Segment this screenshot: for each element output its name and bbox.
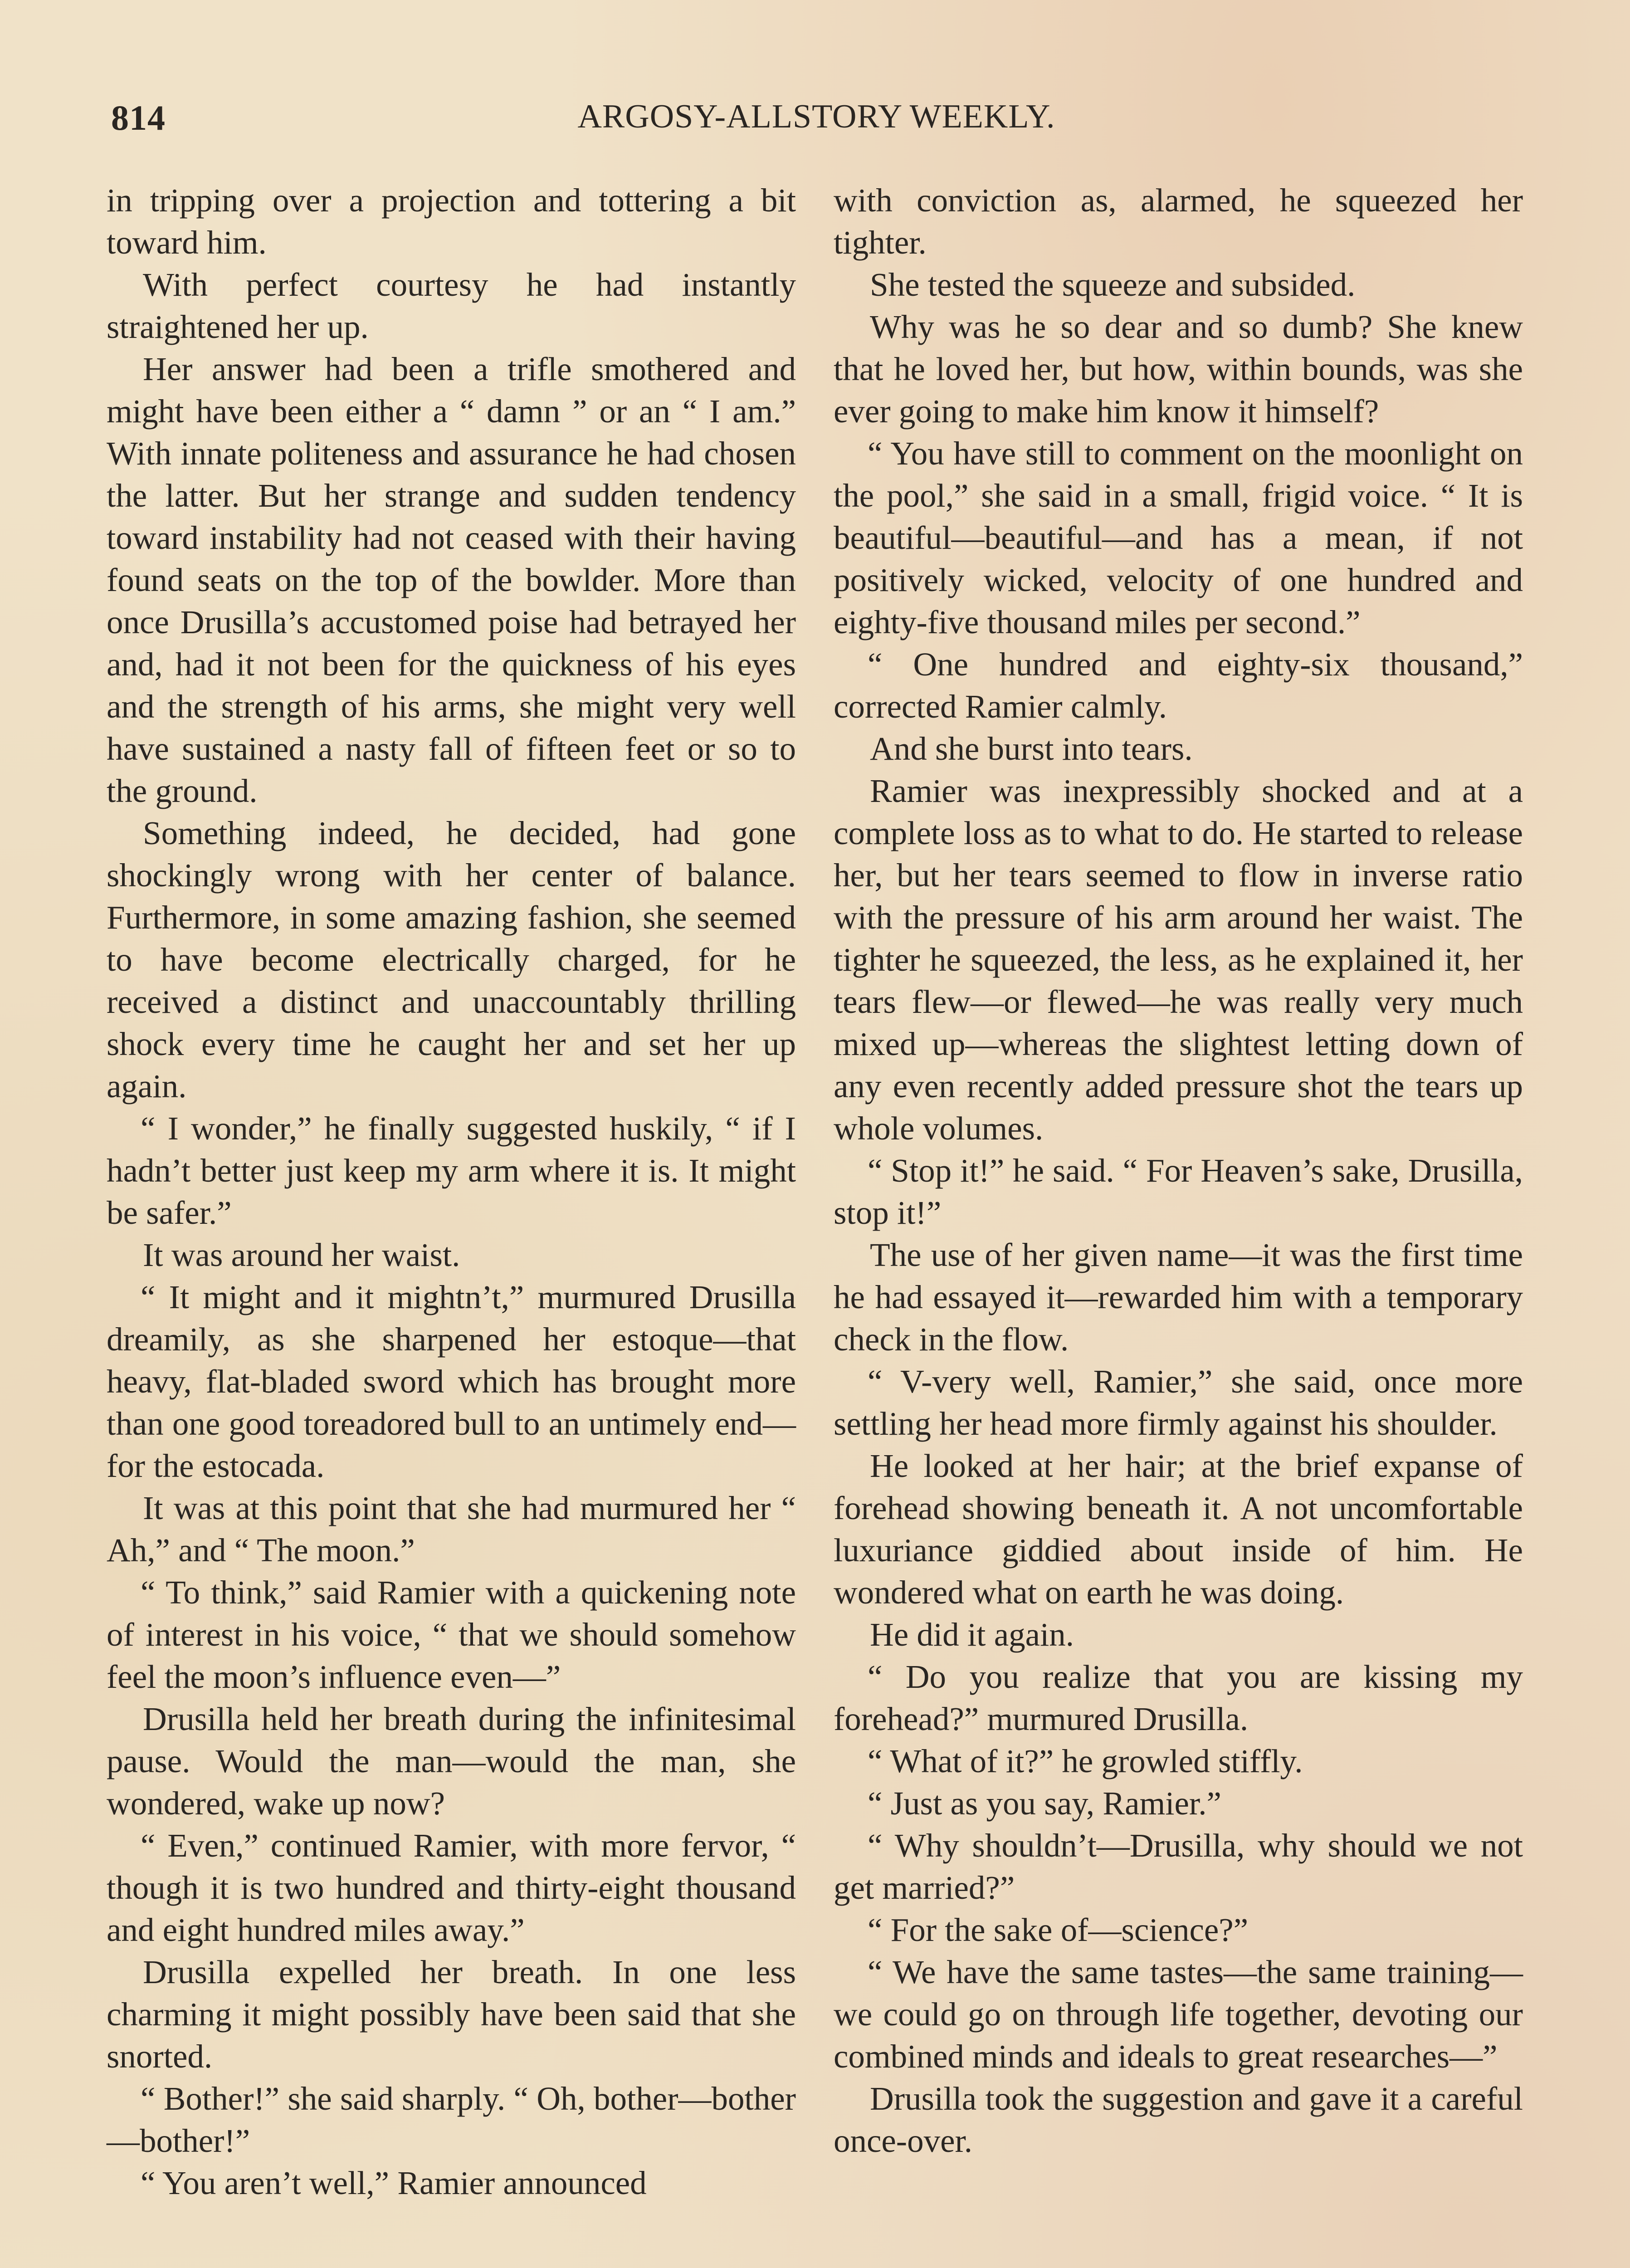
right-text-column — [834, 179, 1523, 2162]
paragraph: Drusilla took the suggestion and gave it a careful once-over. — [834, 2080, 1523, 2159]
paragraph: With perfect courtesy he had instantly straightened her up. — [107, 266, 796, 345]
paragraph: “ Why shouldn’t—Drusilla, why should we not get married?” — [834, 1827, 1523, 1906]
page-number: 814 — [111, 98, 166, 137]
paragraph: Something indeed, he decided, had gone shockingly wrong with her center of balance. Furthermore, in some amazing fashion, she seemed to have become electrically charged, for he received a distinct and unaccountably thrilling shock every time he caught her and set her up again. — [107, 815, 796, 1105]
paragraph: Ramier was inexpressibly shocked and at a complete loss as to what to do. He started to release her, but her tears seemed to flow in inverse ratio with the pressure of his arm around her waist. The tighter he squeezed, the less, as he explained it, her tears flew—or flewed—he was really very much mixed up—whereas the slightest letting down of any even recently added pressure shot the tears up whole volumes. — [834, 772, 1523, 1147]
paragraph: The use of her given name—it was the first time he had essayed it—rewarded him with a temporary check in the flow. — [834, 1237, 1523, 1358]
paragraph: “ To think,” said Ramier with a quickening note of interest in his voice, “ that we should somehow feel the moon’s influence even—” — [107, 1574, 796, 1695]
paragraph: “ One hundred and eighty-six thousand,” corrected Ramier calmly. — [834, 646, 1523, 725]
paragraph: It was at this point that she had murmured her “ Ah,” and “ The moon.” — [107, 1490, 796, 1569]
running-title: ARGOSY-ALLSTORY WEEKLY. — [577, 98, 1055, 135]
paragraph: “ Do you realize that you are kissing my forehead?” murmured Drusilla. — [834, 1658, 1523, 1737]
paragraph: It was around her waist. — [143, 1237, 460, 1273]
paragraph: Why was he so dear and so dumb? She knew that he loved her, but how, within bounds, was she ever going to make him know it himself? — [834, 308, 1523, 430]
paragraph: “ Even,” continued Ramier, with more fervor, “ though it is two hundred and thirty-eight thousand and eight hundred miles away.” — [107, 1827, 796, 1948]
paragraph: “ You aren’t well,” Ramier announced — [141, 2165, 647, 2201]
paragraph: Drusilla held her breath during the infinitesimal pause. Would the man—would the man, she wondered, wake up now? — [107, 1701, 796, 1822]
paragraph: She tested the squeeze and subsided. — [870, 266, 1356, 303]
paragraph: “ You have still to comment on the moonlight on the pool,” she said in a small, frigid voice. “ It is beautiful—beautiful—and has a mean, if not positively wicked, velocity of one hundred and eighty-five thousand miles per second.” — [834, 435, 1523, 640]
paragraph: “ Just as you say, Ramier.” — [868, 1785, 1221, 1822]
paragraph: “ It might and it mightn’t,” murmured Drusilla dreamily, as she sharpened her estoque—that heavy, flat-bladed sword which has brought more than one good toreadored bull to an untimely end—for the estocada. — [107, 1279, 796, 1484]
paragraph: He did it again. — [870, 1616, 1074, 1653]
page-header — [102, 98, 1531, 147]
paragraph: “ V-very well, Ramier,” she said, once more settling her head more firmly against his shoulder. — [834, 1363, 1523, 1442]
paragraph: “ For the sake of—science?” — [868, 1911, 1249, 1948]
paragraph: with conviction as, alarmed, he squeezed her tighter. — [834, 182, 1523, 261]
paragraph: “ I wonder,” he finally suggested huskily, “ if I hadn’t better just keep my arm where it is. It might be safer.” — [107, 1110, 796, 1231]
paragraph: “ We have the same tastes—the same training—we could go on through life together, devoting our combined minds and ideals to great researches—” — [834, 1954, 1523, 2075]
paragraph: in tripping over a projection and tottering a bit toward him. — [107, 182, 796, 261]
paragraph: “ Stop it!” he said. “ For Heaven’s sake, Drusilla, stop it!” — [834, 1152, 1523, 1231]
paragraph: “ Bother!” she said sharply. “ Oh, bother—bother—bother!” — [107, 2080, 796, 2159]
paragraph: And she burst into tears. — [870, 730, 1193, 767]
paragraph: He looked at her hair; at the brief expanse of forehead showing beneath it. A not uncomfortable luxuriance giddied about inside of him. He wondered what on earth he was doing. — [834, 1447, 1523, 1611]
paragraph: Drusilla expelled her breath. In one less charming it might possibly have been said that she snorted. — [107, 1954, 796, 2075]
left-text-column — [107, 179, 796, 2204]
paragraph: “ What of it?” he growled stiffly. — [868, 1743, 1303, 1779]
paragraph: Her answer had been a trifle smothered and might have been either a “ damn ” or an “ I am.” With innate politeness and assurance he had chosen the latter. But her strange and sudden tendency toward instability had not ceased with their having found seats on the top of the bowlder. More than once Drusilla’s accustomed poise had betrayed her and, had it not been for the quickness of his eyes and the strength of his arms, she might very well have sustained a nasty fall of fifteen feet or so to the ground. — [107, 351, 796, 809]
